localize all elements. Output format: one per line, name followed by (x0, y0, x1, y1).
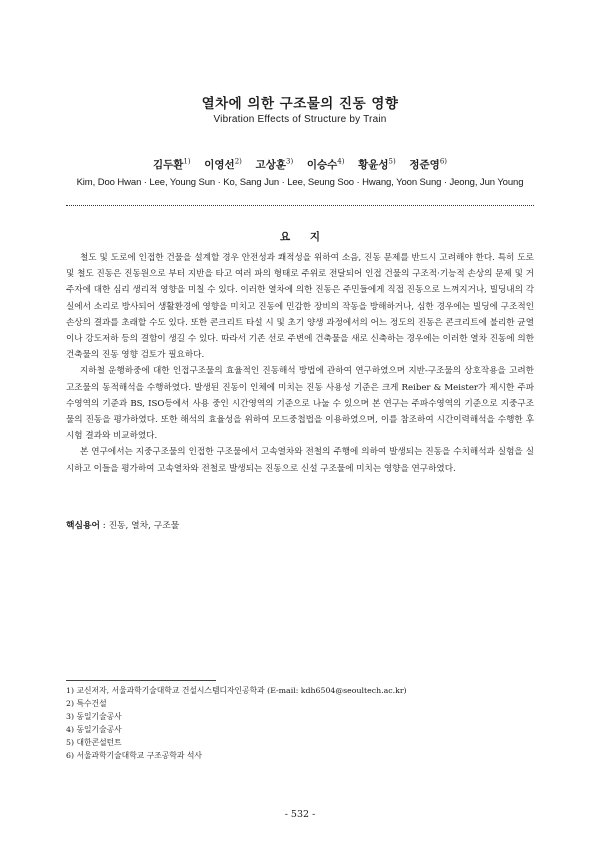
footnotes (66, 684, 536, 763)
author-name: 김두환$^{1)}$ (152, 157, 191, 171)
keywords-separator: : (100, 521, 109, 531)
authors-korean (0, 157, 600, 172)
footnote-rule (66, 680, 216, 681)
footnote: 5) 대한콘설턴트 (66, 738, 122, 748)
footnote: 4) 동일기술공사 (66, 725, 122, 735)
paper-subtitle: Vibration Effects of Structure by Train (213, 114, 387, 125)
author-name: 황윤성$^{5)}$ (358, 157, 396, 171)
author-name: 고상훈$^{3)}$ (255, 157, 294, 171)
page-number: - 532 - (284, 809, 316, 820)
author-name: 이승수$^{4)}$ (306, 157, 345, 171)
footnote: 6) 서울과학기술대학교 구조공학과 석사 (66, 751, 202, 761)
footnote: 3) 동일기술공사 (66, 712, 122, 722)
authors-english: Kim, Doo Hwan · Lee, Young Sun · Ko, Sang Jun · Lee, Seung Soo · Hwang, Yoon Sung · Jeong, Jun Young (76, 177, 524, 188)
paper-title: 열차에 의한 구조물의 진동 영향 (201, 96, 399, 112)
abstract-body (66, 250, 534, 477)
keywords-value: 진동, 열차, 구조물 (108, 521, 180, 531)
abstract-paragraph: 본 연구에서는 지중구조물의 인접한 구조물에서 고속열차와 전철의 주행에 의하여 발생되는 진동을 수치해석과 실험을 실시하고 이들을 평가하여 고속열차와 전철로 발생되는 진동으로 신설 구조물에 미치는 영향을 연구하였다. (66, 447, 534, 474)
author-name: 이영선$^{2)}$ (204, 157, 242, 171)
abstract-paragraph: 철도 및 도로에 인접한 건물을 설계할 경우 안전성과 쾌적성을 위하여 소음, 진동 문제를 반드시 고려해야 한다. 특히 도로 및 철도 진동은 진동원으로 부터 지반을 타고 여러 파의 형태로 주위로 전달되어 인접 건물의 구조적·기능적 손상의 문제 및 거주자에 대한 심리 생리적 영향을 미칠 수 있다. 이러한 열차에 의한 진동은 주민들에게 직접 진동으로 느껴지거나, 빌딩내의 각 실에서 소리로 방사되어 생활환경에 영향을 미치고 진동에 민감한 장비의 작동을 방해하거나, 심한 경우에는 빌딩에 구조적인 손상의 결과를 초래할 수도 있다. 또한 콘크리트 타설 시 및 초기 양생 과정에서의 어느 정도의 진동은 콘크리트에 불리한 균열이나 강도저하 등의 결함이 생길 수 있다. 따라서 기존 선로 주변에 건축물을 새로 신축하는 경우에는 이러한 열차 진동에 의한 건축물의 진동 영향 검토가 필요하다. (66, 253, 534, 361)
author-name: 정준영$^{6)}$ (409, 157, 448, 171)
keywords-label: 핵심용어 (66, 521, 100, 531)
abstract-heading: 요 지 (280, 231, 320, 243)
footnote: 1) 교신저자, 서울과학기술대학교 건설시스템디자인공학과 (E-mail: kdh6504@seoultech.ac.kr) (66, 686, 407, 695)
dotted-divider (66, 205, 534, 206)
keywords (66, 518, 179, 531)
abstract-paragraph: 지하철 운행하중에 대한 인접구조물의 효율적인 진동해석 방법에 관하여 연구하였으며 지반-구조물의 상호작용을 고려한 고조물의 동적해석을 수행하였다. 발생된 진동이 인체에 미치는 진동 사용성 기준은 크게 Reiber & Meister가 제시한 주파수영역의 기준과 BS, ISO등에서 사용 중인 시간영역의 기준으로 나눌 수 있으며 본 연구는 주파수영역의 기준으로 지중구조물의 진동을 평가하였다. 또한 해석의 효율성을 위하여 모드중첩법을 이용하였으며, 이를 참조하여 시간이력해석을 수행한 후 시험 결과와 비교하였다. (66, 366, 534, 442)
footnote: 2) 특수건설 (66, 699, 107, 709)
